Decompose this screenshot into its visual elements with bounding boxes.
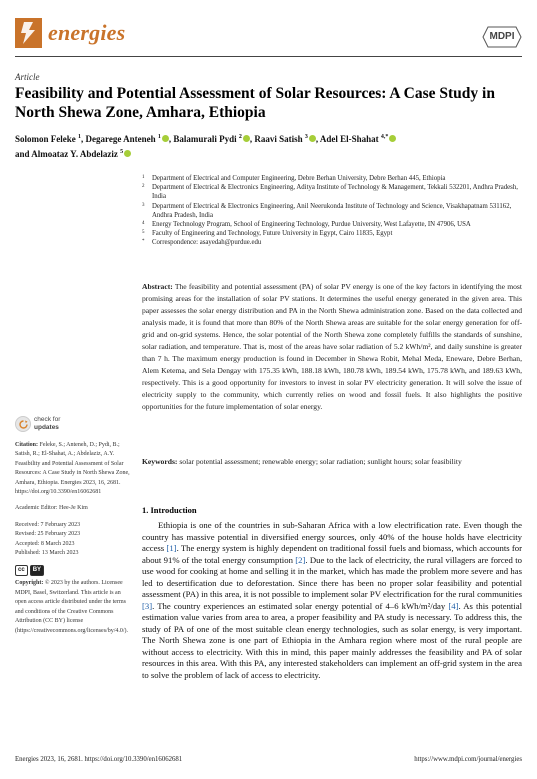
section-heading: 1. Introduction — [142, 505, 197, 515]
intro-text: Ethiopia is one of the countries in sub-Saharan Africa with a low electrification rate. Even though the country has massive potential in diversified energy sources, only 40% of the house holds have electricity access — [142, 520, 522, 553]
affiliation-number: 5 — [142, 230, 145, 236]
affiliation-number: 4 — [142, 221, 145, 227]
introduction-paragraph — [142, 520, 522, 681]
citation-label: Citation: — [15, 442, 38, 448]
author-name[interactable]: Adel El-Shahat — [319, 134, 379, 144]
copyright-text: © 2023 by the authors. Licensee MDPI, Basel, Switzerland. This article is an open access article distributed under the terms and conditions of the Creative Commons Attribution (CC BY) license (https://creativecommons.org/licenses/by/4.0/). — [15, 580, 129, 634]
article-title: Feasibility and Potential Assessment of Solar Resources: A Case Study in North Shewa Zone, Amhara, Ethiopia — [15, 85, 495, 121]
lightning-icon — [19, 21, 38, 45]
intro-text: . Due to the lack of electricity, the rural villagers are forced to use wood for cooking at home and selling it in the market, which has made the problem more severe and has led to desertification due to deforestation. Since there has been no proper solar feasibility and potential assessment (PA) in this area, it is not possible to implement solar PV electrification for the rural communities — [142, 554, 522, 599]
keywords — [142, 456, 522, 468]
affiliation-number: 2 — [142, 184, 145, 190]
refresh-icon — [15, 416, 31, 432]
cc-license-badge[interactable] — [15, 565, 130, 576]
copyright-block — [15, 579, 130, 635]
check-for-updates-button[interactable] — [15, 415, 130, 437]
article-type: Article — [15, 72, 40, 82]
affiliation-text: Energy Technology Program, School of Engineering Technology, Purdue University, West Lafayette, IN 47906, USA — [152, 221, 471, 229]
footer-citation[interactable]: Energies 2023, 16, 2681. https://doi.org/10.3390/en16062681 — [15, 756, 183, 763]
academic-editor: Academic Editor: Hee-Je Kim — [15, 505, 88, 512]
cc-icon: cc — [15, 565, 28, 576]
header-divider — [15, 56, 522, 57]
affiliation — [142, 183, 522, 201]
author-name[interactable]: Raavi Satish — [254, 134, 303, 144]
author-list: Solomon Feleke $^1$, Degarege Anteneh $^1$ , Balamurali Pydi $^2$ , Raavi Satish $^3$ , Adel El-Shahat $^{4,*}$ and Almoataz Y. Abdelaziz $^5$ — [15, 131, 522, 161]
intro-text: . As this potential estimation value varies from area to area, a proper feasibility and PA study is necessary. To address this, the study of PA of one of the most suitable clean energy technologies, such as solar energy, is very important. The North Shewa zone is one part of Ethiopia in the Amhara region where most of the rural people are without access to electricity. With this in mind, this paper mainly addresses the feasibility and PA of solar resources in this area. With this PA, any interested stakeholders can implement an off-grid system in the area to solve the problem of lack of access to electricity. — [142, 600, 523, 680]
footer-journal-url[interactable]: https://www.mdpi.com/journal/energies — [414, 756, 522, 763]
affiliations — [142, 174, 522, 248]
citation-text[interactable]: Feleke, S.; Anteneh, D.; Pydi, B.; Satish, R.; El-Shahat, A.; Abdelaziz, A.Y. Feasibility and Potential Assessment of Solar Resources: A Case Study in North Shewa Zone, Amhara, Ethiopia. Energies 2023, 16, 2681. https://doi.org/10.3390/en16062681 — [15, 442, 130, 496]
author-affil-sup: 4,* — [380, 134, 389, 140]
affiliation — [142, 220, 522, 229]
accepted-date: Accepted: 8 March 2023 — [15, 540, 75, 547]
affiliation-number: 1 — [142, 175, 145, 180]
orcid-icon[interactable] — [162, 135, 169, 142]
affiliation — [142, 174, 522, 183]
author-affil-sup: 3 — [304, 134, 308, 140]
abstract-text: The feasibility and potential assessment (PA) of solar PV energy is one of the key factors in identifying the most promising areas for the installation of solar PV stations. It determines the useful energy generated in the given area. This paper assesses the solar energy distribution and PA in the North Shewa administration zone. Based on the data collected and analysis made, it is found that more than 80% of the North Shewa areas are suitable for the solar energy generation for off-grid and on-grid systems. Hence, the solar potential of the North Shewa zone completely fulfills the standards of sunshine, solar radiation, and temperature. That is, most of the areas have solar radiation of 5.2 kWh/m², and daily sunshine is greater than 7 h. The maximum energy production is found in December in Shewa Robit, Mehal Meda, Eneware, Debre Berhan, Alem Ketema, and Sela Dengay with 175.35 kWh, 188.18 kWh, 180.78 kWh, 189.54 kWh, 175.78 kWh, and 189.63 kWh, respectively. This is a good opportunity for investors to invest in solar PV electricity generation. It will solve the issue of electricity supply to the community, which currently relies on wood and fossil fuels. It also highlights the positive opportunities for the future implementation of solar energy. — [142, 282, 522, 411]
correspondence-text[interactable]: Correspondence: asayedah@purdue.edu — [152, 239, 262, 247]
abstract-label: Abstract: — [142, 282, 173, 291]
dates-block — [15, 521, 130, 559]
updates-line-1: check for — [34, 416, 61, 423]
citation-block — [15, 441, 130, 497]
affiliation-number: 3 — [142, 202, 145, 208]
orcid-icon[interactable] — [389, 135, 396, 142]
affiliation-text: Department of Electrical and Computer Engineering, Debre Berhan University, Debre Berhan 445, Ethiopia — [152, 175, 446, 182]
affiliation — [142, 229, 522, 238]
copyright-label: Copyright: — [15, 580, 44, 587]
keywords-text: solar potential assessment; renewable energy; solar radiation; sunlight hours; solar feasibility — [179, 457, 462, 466]
updates-label — [34, 416, 60, 432]
updates-line-2: updates — [34, 424, 59, 431]
author-name[interactable]: Balamurali Pydi — [173, 134, 237, 144]
affiliation-text: Faculty of Engineering and Technology, Future University in Egypt, Cairo 11835, Egypt — [152, 230, 393, 238]
article-sidebar — [15, 415, 130, 643]
author-affil-sup: 2 — [238, 134, 242, 140]
revised-date: Revised: 25 February 2023 — [15, 531, 81, 538]
energies-logo — [15, 18, 42, 48]
intro-text: . The energy system is highly dependent on traditional fossil fuels and biomass, which accounts for about 91% of the total energy consumption — [142, 543, 522, 565]
affiliation-text: Department of Electrical & Electronics Engineering, Anil Neerukonda Institute of Technology and Science, Visakhapatnam 531162, Andhra Pradesh, India — [152, 202, 512, 219]
reference-link[interactable]: [2] — [295, 554, 306, 565]
author-name[interactable]: Solomon Feleke — [15, 134, 76, 144]
correspondence — [142, 238, 522, 247]
author-name[interactable]: Almoataz Y. Abdelaziz — [31, 149, 118, 159]
by-icon: BY — [30, 565, 44, 576]
affiliation-text: Department of Electrical & Electronics Engineering, Aditya Institute of Technology & Management, Tekkali 532201, Andhra Pradesh, India — [152, 184, 518, 201]
affiliation — [142, 202, 522, 220]
orcid-icon[interactable] — [124, 150, 131, 157]
publisher-name: MDPI — [489, 31, 515, 42]
affiliation-number: * — [142, 239, 145, 245]
author-affil-sup: 5 — [120, 149, 124, 155]
published-date: Published: 13 March 2023 — [15, 550, 79, 557]
mdpi-logo[interactable] — [482, 26, 522, 48]
received-date: Received: 7 February 2023 — [15, 521, 81, 528]
orcid-icon[interactable] — [309, 135, 316, 142]
author-affil-sup: 1 — [78, 134, 81, 140]
abstract — [142, 281, 522, 413]
author-name[interactable]: Degarege Anteneh — [85, 134, 156, 144]
reference-link[interactable]: [1] — [166, 543, 177, 553]
orcid-icon[interactable] — [243, 135, 250, 142]
reference-link[interactable]: [3] — [142, 600, 153, 611]
journal-header — [15, 18, 522, 52]
intro-text: . The country experiences an estimated solar energy potential of 4–6 kWh/m²/day — [152, 600, 449, 611]
author-affil-sup: 1 — [157, 134, 161, 140]
journal-name[interactable]: energies — [48, 20, 126, 45]
keywords-label: Keywords: — [142, 457, 178, 466]
reference-link[interactable]: [4] — [448, 600, 459, 611]
